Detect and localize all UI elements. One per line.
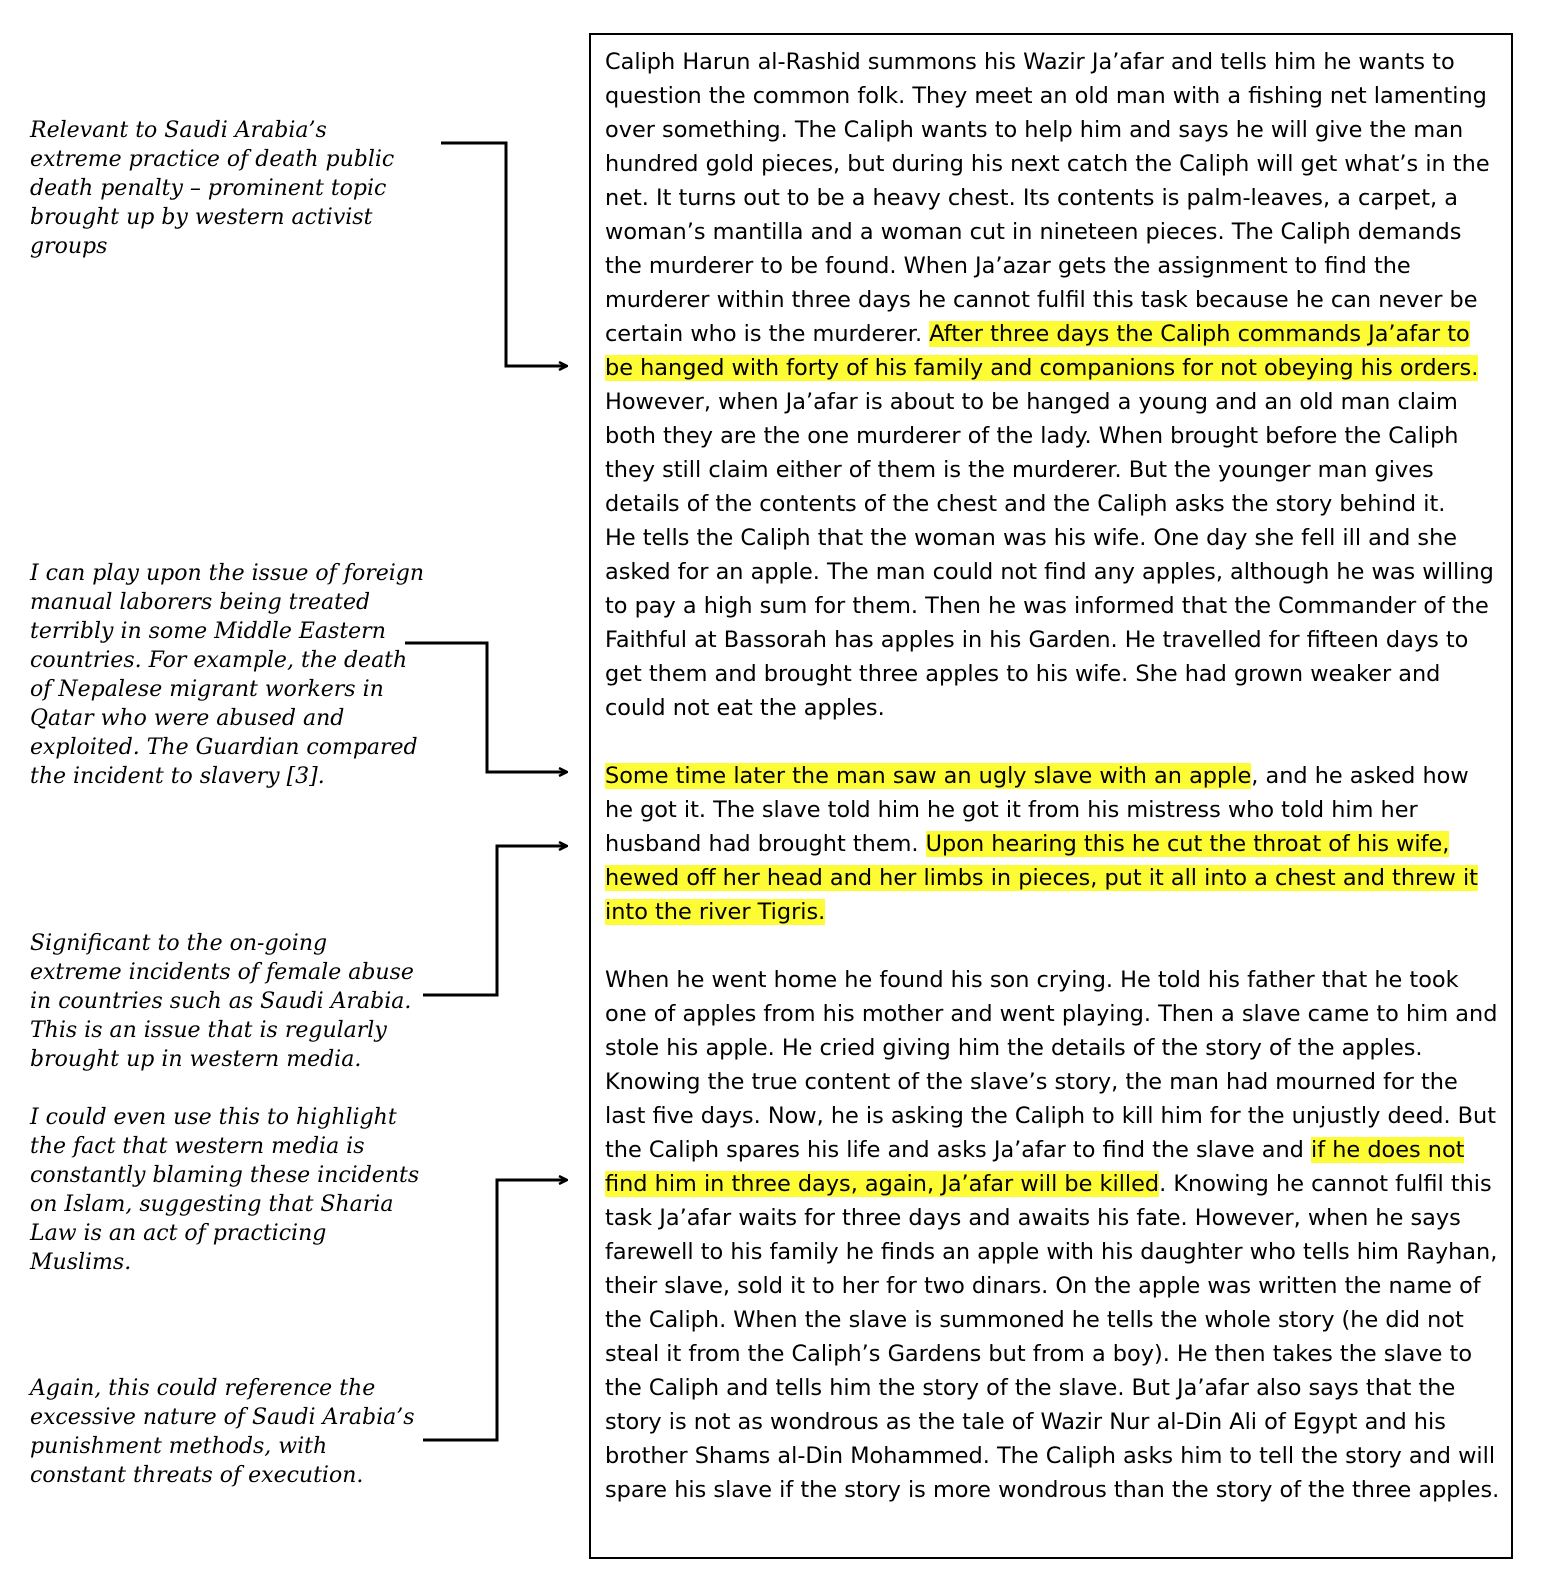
story-text: When he went home he found his son crying. He told his father that he took one of apples from his mother and went playing. Then a slave came to him and stole his apple. He cried giving him the details of the story of the apples. Knowing the true content of the slave’s story, the man had mourned for the last five days. Now, he is asking the Caliph to kill him for the unjustly deed. But the Caliph spares his life and asks Ja’afar to find the slave and (605, 967, 1498, 1163)
connector-arrow-4 (423, 1180, 567, 1440)
story-paragraph-1 (605, 45, 1501, 521)
story-paragraph-2: He tells the Caliph that the woman was his wife. One day she fell ill and she asked for an apple. The man could not find any apples, although he was willing to pay a high sum for them. Then he was informed that the Commander of the Faithful at Bassorah has apples in his Garden. He travelled for fifteen days to get them and brought three apples to his wife. She had grown weaker and could not eat the apples. (605, 525, 1494, 721)
highlighted-text: Upon hearing this he cut the throat of his wife, hewed off her head and her limbs in pieces, put it all into a chest and threw it into the river Tigris. (605, 831, 1478, 925)
highlighted-text: After three days the Caliph commands Ja’afar to be hanged with forty of his family and companions for not obeying his orders. (605, 321, 1479, 381)
highlighted-text: Some time later the man saw an ugly slave with an apple (605, 763, 1252, 789)
connector-arrow-1 (441, 143, 567, 366)
highlighted-text: if he does not find him in three days, again, Ja’afar will be killed (605, 1137, 1465, 1197)
connector-arrow-2 (405, 643, 567, 772)
paragraph-spacer (605, 725, 1501, 759)
story-text: , and he asked how he got it. The slave told him he got it from his mistress who told him her husband had brought them. (605, 763, 1469, 857)
story-text: . Knowing he cannot fulfil this task Ja’afar waits for three days and awaits his fate. However, when he says farewell to his family he finds an apple with his daughter who tells him Rayhan, their slave, sold it to her for two dinars. On the apple was written the name of the Caliph. When the slave is summoned he tells the whole story (he did not steal it from the Caliph’s Gardens but from a boy). He then takes the slave to the Caliph and tells him the story of the slave. But Ja’afar also says that the story is not as wondrous as the tale of Wazir Nur al-Din Ali of Egypt and his brother Shams al-Din Mohammed. The Caliph asks him to tell the story and will spare his slave if the story is more wondrous than the story of the three apples. (605, 1171, 1500, 1503)
story-text: However, when Ja’afar is about to be hanged a young and an old man claim both they are the one murderer of the lady. When brought before the Caliph they still claim either of them is the murderer. But the younger man gives details of the contents of the chest and the Caliph asks the story behind it. (605, 389, 1459, 517)
annotation-western-media: I could even use this to highlight the fact that western media is constantly blaming these incidents on Islam, suggesting that Sharia Law is an act of practicing Muslims. (30, 1105, 420, 1275)
connector-arrow-3 (423, 846, 567, 995)
story-paragraph-3 (605, 759, 1501, 929)
annotation-death-penalty: Relevant to Saudi Arabia’s extreme practice of death public death penalty – prominent topic brought up by western activist groups (30, 118, 395, 259)
annotation-punishment-methods: Again, this could reference the excessive nature of Saudi Arabia’s punishment methods, with constant threats of execution. (30, 1376, 415, 1488)
story-paragraph-4 (605, 963, 1501, 1507)
story-text: Caliph Harun al-Rashid summons his Wazir Ja’afar and tells him he wants to question the common folk. They meet an old man with a fishing net lamenting over something. The Caliph wants to help him and says he will give the man hundred gold pieces, but during his next catch the Caliph will get what’s in the net. It turns out to be a heavy chest. Its contents is palm-leaves, a carpet, a woman’s mantilla and a woman cut in nineteen pieces. The Caliph demands the murderer to be found. When Ja’azar gets the assignment to find the murderer within three days he cannot fulfil this task because he can never be certain who is the murderer. (605, 49, 1490, 347)
paragraph-spacer (605, 929, 1501, 963)
story-text-box (589, 33, 1513, 1559)
annotation-migrant-workers: I can play upon the issue of foreign manual laborers being treated terribly in some Middle Eastern countries. For example, the death of Nepalese migrant workers in Qatar who were abused and exploited. The Guardian compared the incident to slavery [3]. (30, 561, 425, 789)
annotation-female-abuse: Significant to the on-going extreme incidents of female abuse in countries such as Saudi Arabia. This is an issue that is regularly brought up in western media. (30, 931, 414, 1072)
